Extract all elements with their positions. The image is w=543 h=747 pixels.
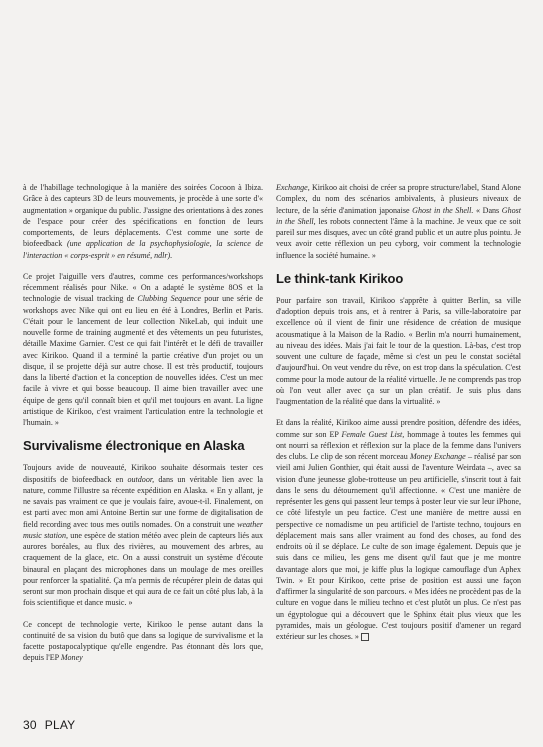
paragraph: Et dans la réalité, Kirikoo aime aussi prendre position, défendre des idées, comme sur son EP Female Guest List, hommage à toutes les femmes qui ont nourri sa réflexion et réflexion sur la place de la femme dans l'univers des clubs. Le clip de son récent morceau Money Exchange – réalisé par son vieil ami Julien Gonthier, qui était aussi de l'aventure Weirdata –, avec sa vision d'une jeunesse globe-trotteuse un peu artificielle, s'inscrit tout à fait dans le sens du détournement qu'il affectionne. « C'est une manière de représenter les gens qui passent leur temps à poster leur vie sur leur iPhone, ce côté lifestyle un peu factice. C'est une manière de mettre aussi en perspective ce nomadisme un peu artificiel de l'artiste techno, toujours en déplacement mais sans aller vraiment au fond des choses, au fond des endroits où il se déplace. Le culte de son image également. Depuis que je suis dans ce milieu, les gens me disent qu'il faut que je me montre davantage alors que moi, je kiffe plus la logique camouflage d'un Aphex Twin. » Et pour Kirikoo, cette prise de position est aussi une façon d'affirmer la singularité de son parcours. « Mes idées ne procèdent pas de la culture en vogue dans le milieu techno et c'est plutôt un plus. Ce n'est pas un égyptologue qui a découvert que le Sphinx était plus vieux que les pyramides, mais un géologue. C'est toujours positif d'amener un regard extérieur sur les choses. » xyxy=(276,418,522,641)
end-mark-icon xyxy=(361,633,369,641)
left-column xyxy=(23,182,263,664)
section-name: PLAY xyxy=(44,718,76,732)
right-column xyxy=(276,182,521,642)
paragraph: Ce concept de technologie verte, Kirikoo le pense autant dans la continuité de sa vision du butô que dans sa logique de survivalisme et la facette postapocalyptique qu'elle engendre. Pas étonnant dès lors que, depuis l'EP Money xyxy=(23,619,263,663)
paragraph: Pour parfaire son travail, Kirikoo s'apprête à quitter Berlin, sa ville d'adoption depuis trois ans, et à rentrer à Paris, sa ville-laboratoire par excellence où il vient de finir une résidence de création de musique acousmatique à la Maison de la Radio. « Berlin m'a nourri humainement, au niveau des idées. Mais j'ai fait le tour de la question. Là-bas, c'est trop souvent une culture de façade, même si c'est un peu le constat sociétal d'aujourd'hui. On veut vendre du rêve, on est trop dans la spéculation. C'est comme pour la mode autour de la réalité virtuelle. Je ne comprends pas trop où l'on veut aller avec ça sur un plan créatif. Je suis plus dans l'augmentation de la réalité que dans la virtualité. » xyxy=(276,295,521,406)
page-footer xyxy=(23,718,83,732)
page-number: 30 xyxy=(23,718,37,732)
section-heading: Le think-tank Kirikoo xyxy=(276,270,404,286)
paragraph: Toujours avide de nouveauté, Kirikoo souhaite désormais tester ces dispositifs de biofeedback en outdoor, dans un véritable lien avec la nature, comme l'illustre sa récente expédition en Alaska. « En y allant, je ne savais pas vraiment ce que je voulais faire, avoue-t-il. Finalement, on est parti avec mon ami Antoine Bertin sur une forme de digitalisation de field recording avec tous mes outils nomades. On a construit une weather music station, une espèce de station météo avec plein de capteurs liés aux aurores boréales, au flux des rivières, au mouvement des arbres, au craquement de la glace, etc. On a aussi construit un système d'écoute binaural en plaçant des microphones dans un moulage de mes oreilles pour renforcer la spatialité. Ça m'a permis de récupérer plein de datas qui seront sur mon prochain disque et qui aura de ce fait un côté plus lab, à la fois scientifique et dance music. » xyxy=(23,463,264,608)
paragraph: Ce projet l'aiguille vers d'autres, comme ces performances/workshops récemment réalisés pour Nike. « On a adapté le système 8OS et la technologie de visual tracking de Clubbing Sequence pour une série de workshops avec Nike qui ont eu lieu en été à Londres, Berlin et Paris. C'était pour le lancement de leur collection NikeLab, qui induit une nouvelle forme de training augmenté et des vêtements un peu futuristes, détaille Maxime Garnier. C'est ce qui fait l'intérêt et le défi de travailler avec Kirikoo. Quand il a terminé la partie créative d'un projet ou un disque, il se projette déjà sur autre chose. Il est très productif, toujours dans la liberté d'action et la conception de nouvelles idées. C'est un mec facile à vivre et qui bosse beaucoup. Il aime bien travailler avec une équipe de gens qu'il connaît bien et qu'il met toujours en avant. La ligne artistique de Kirikoo, c'est vraiment l'articulation entre la technologie et l'humain. » xyxy=(23,271,263,427)
paragraph: à de l'habillage technologique à la manière des soirées Cocoon à Ibiza. Grâce à des capteurs 3D de leurs mouvements, je procède à une sorte d'« augmentation » organique du public. J'assigne des orientations à des zones de l'espace pour créer des spécifications en fonction de leurs comportements, de leurs déplacements. C'est comme une sorte de biofeedback (une application de la psychophysiologie, la science de l'interaction « corps-esprit » en résumé, ndlr). xyxy=(23,183,263,260)
section-heading: Survivalisme électronique en Alaska xyxy=(23,438,245,454)
paragraph: Exchange, Kirikoo ait choisi de créer sa propre structure/label, Stand Alone Complex, du nom des scénarios ambivalents, à plusieurs niveaux de lecture, de la série d'animation japonaise Ghost in the Shell. « Dans Ghost in the Shell, les robots connectent l'âme à la machine. Je veux que ce soit pareil sur mes disques, avec un côté grand public et un autre plus pointu. Je veux avoir cette réflexion un peu cyborg, voir comment la technologie influence la société humaine. » xyxy=(276,183,522,260)
